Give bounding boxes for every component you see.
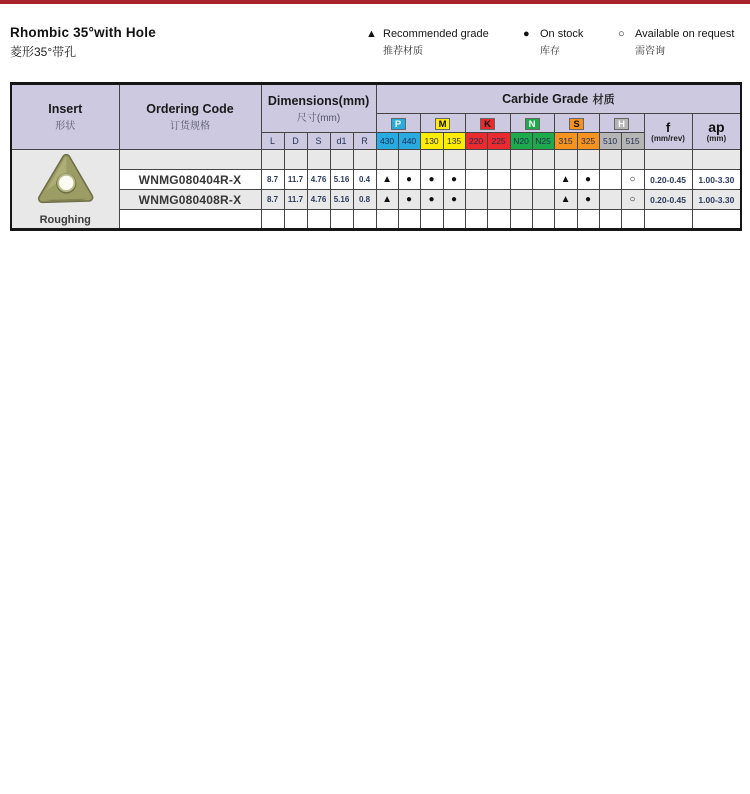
grade-mark-430: ▲ <box>376 190 398 210</box>
grade-col-135: 135 <box>443 133 465 150</box>
grade-col-130: 130 <box>420 133 443 150</box>
page-top-accent-bar <box>0 0 750 4</box>
legend-label-en: On stock <box>540 28 584 40</box>
header-ordering-code-en: Ordering Code <box>146 102 234 116</box>
empty-cell <box>443 210 465 230</box>
grade-mark-515: ○ <box>621 170 644 190</box>
ordering-code: WNMG080404R-X <box>119 170 261 190</box>
empty-cell <box>284 210 307 230</box>
empty-cell <box>692 210 741 230</box>
empty-cell <box>284 150 307 170</box>
grade-mark-135: ● <box>443 190 465 210</box>
section-title-zh: 菱形35°带孔 <box>10 45 77 59</box>
header-depth-label: ap <box>708 119 725 135</box>
dim-S: 4.76 <box>307 190 330 210</box>
header-feed <box>644 114 692 150</box>
empty-cell <box>532 150 554 170</box>
dim-R: 0.4 <box>353 170 376 190</box>
empty-cell <box>330 150 353 170</box>
empty-cell <box>261 150 284 170</box>
empty-cell <box>599 150 621 170</box>
grade-mark-440: ● <box>398 190 420 210</box>
empty-cell <box>330 210 353 230</box>
legend-label-zh: 推荐材质 <box>383 46 423 57</box>
grade-mark-325: ● <box>577 170 599 190</box>
grade-col-510: 510 <box>599 133 621 150</box>
grade-mark-315: ▲ <box>554 190 577 210</box>
empty-cell <box>261 210 284 230</box>
empty-cell <box>307 210 330 230</box>
table-row-wnmg080404 <box>11 170 741 190</box>
header-carbide-grade-zh: 材质 <box>592 94 615 106</box>
dim-S: 4.76 <box>307 170 330 190</box>
grade-col-315: 315 <box>554 133 577 150</box>
grade-letter-K: K <box>480 118 495 130</box>
symbol-legend <box>366 28 734 57</box>
empty-cell <box>307 150 330 170</box>
legend-label-en: Recommended grade <box>383 28 489 40</box>
grade-mark-225 <box>487 170 510 190</box>
grade-group-S <box>554 114 599 133</box>
empty-cell <box>353 150 376 170</box>
grade-mark-225 <box>487 190 510 210</box>
empty-cell <box>353 210 376 230</box>
legend-on-stock <box>523 28 618 57</box>
triangle-icon: ▲ <box>366 28 377 40</box>
ordering-code: WNMG080408R-X <box>119 190 261 210</box>
grade-mark-510 <box>599 190 621 210</box>
header-insert-en: Insert <box>48 102 83 116</box>
grade-mark-N25 <box>532 170 554 190</box>
empty-cell <box>577 150 599 170</box>
empty-cell <box>577 210 599 230</box>
empty-cell <box>599 210 621 230</box>
empty-cell <box>621 210 644 230</box>
dim-col-D: D <box>284 133 307 150</box>
grade-mark-510 <box>599 170 621 190</box>
grade-mark-130: ● <box>420 190 443 210</box>
dim-col-R: R <box>353 133 376 150</box>
grade-col-515: 515 <box>621 133 644 150</box>
spacer-row-top <box>11 150 741 170</box>
depth-range: 1.00-3.30 <box>692 170 741 190</box>
dim-D: 11.7 <box>284 190 307 210</box>
header-depth-of-cut <box>692 114 741 150</box>
empty-cell <box>554 150 577 170</box>
grade-col-440: 440 <box>398 133 420 150</box>
empty-cell <box>621 150 644 170</box>
dim-L: 8.7 <box>261 190 284 210</box>
empty-cell <box>119 150 261 170</box>
header-insert-zh: 形状 <box>55 121 76 132</box>
grade-col-325: 325 <box>577 133 599 150</box>
grade-letter-H: H <box>614 118 629 130</box>
grade-group-K <box>465 114 510 133</box>
legend-label-en: Available on request <box>635 28 735 40</box>
dim-d1: 5.16 <box>330 190 353 210</box>
empty-cell <box>510 150 532 170</box>
dim-R: 0.8 <box>353 190 376 210</box>
dim-d1: 5.16 <box>330 170 353 190</box>
grade-col-225: 225 <box>487 133 510 150</box>
legend-recommended-grade <box>366 28 523 57</box>
grade-group-H <box>599 114 644 133</box>
header-depth-unit: (mm) <box>706 134 727 143</box>
insert-type-label: Roughing <box>39 214 91 226</box>
header-row-main <box>11 84 741 114</box>
grade-letter-S: S <box>569 118 584 130</box>
grade-col-N20: N20 <box>510 133 532 150</box>
empty-cell <box>510 210 532 230</box>
empty-cell <box>644 210 692 230</box>
insert-shape-cell <box>11 150 119 230</box>
grade-mark-N20 <box>510 170 532 190</box>
dim-col-L: L <box>261 133 284 150</box>
header-ordering-code <box>119 84 261 150</box>
grade-mark-325: ● <box>577 190 599 210</box>
feed-range: 0.20-0.45 <box>644 190 692 210</box>
header-dimensions-en: Dimensions(mm) <box>267 93 370 108</box>
empty-cell <box>532 210 554 230</box>
empty-cell <box>420 150 443 170</box>
empty-cell <box>692 150 741 170</box>
grade-mark-N25 <box>532 190 554 210</box>
empty-cell <box>443 150 465 170</box>
grade-letter-M: M <box>435 118 450 130</box>
header-ordering-code-zh: 订货规格 <box>170 121 210 132</box>
dim-col-S: S <box>307 133 330 150</box>
grade-group-M <box>420 114 465 133</box>
header-feed-unit: (mm/rev) <box>651 133 685 143</box>
header-dimensions-zh: 尺寸(mm) <box>296 112 341 124</box>
dim-col-d1: d1 <box>330 133 353 150</box>
depth-range: 1.00-3.30 <box>692 190 741 210</box>
grade-col-430: 430 <box>376 133 398 150</box>
header-carbide-grade-en: Carbide Grade <box>502 92 589 106</box>
grade-mark-440: ● <box>398 170 420 190</box>
dim-D: 11.7 <box>284 170 307 190</box>
empty-cell <box>420 210 443 230</box>
grade-mark-515: ○ <box>621 190 644 210</box>
filled-circle-icon: ● <box>523 28 530 40</box>
empty-cell <box>554 210 577 230</box>
dim-L: 8.7 <box>261 170 284 190</box>
grade-mark-430: ▲ <box>376 170 398 190</box>
header-dimensions <box>261 84 376 133</box>
empty-cell <box>644 150 692 170</box>
legend-label-zh: 库存 <box>540 46 560 57</box>
open-circle-icon: ○ <box>618 28 625 40</box>
grade-group-P <box>376 114 420 133</box>
trigon-insert-image <box>33 152 97 210</box>
empty-cell <box>465 210 487 230</box>
section-title <box>10 25 156 60</box>
grade-mark-220 <box>465 170 487 190</box>
empty-cell <box>398 210 420 230</box>
legend-available-on-request <box>618 28 734 57</box>
grade-letter-P: P <box>391 118 406 130</box>
grade-mark-130: ● <box>420 170 443 190</box>
table-row-wnmg080408 <box>11 190 741 210</box>
grade-col-220: 220 <box>465 133 487 150</box>
spacer-row-bottom <box>11 210 741 230</box>
insert-catalog-table <box>10 82 742 231</box>
header-insert <box>11 84 119 150</box>
grade-mark-315: ▲ <box>554 170 577 190</box>
grade-mark-220 <box>465 190 487 210</box>
section-title-en: Rhombic 35°with Hole <box>10 25 156 40</box>
header-carbide-grade <box>376 84 741 114</box>
grade-group-N <box>510 114 554 133</box>
empty-cell <box>487 150 510 170</box>
empty-cell <box>465 150 487 170</box>
empty-cell <box>119 210 261 230</box>
empty-cell <box>398 150 420 170</box>
grade-mark-N20 <box>510 190 532 210</box>
header-feed-label: f <box>665 119 671 135</box>
empty-cell <box>376 150 398 170</box>
grade-letter-N: N <box>525 118 540 130</box>
grade-mark-135: ● <box>443 170 465 190</box>
legend-label-zh: 需咨询 <box>635 46 665 57</box>
feed-range: 0.20-0.45 <box>644 170 692 190</box>
empty-cell <box>376 210 398 230</box>
grade-col-N25: N25 <box>532 133 554 150</box>
empty-cell <box>487 210 510 230</box>
